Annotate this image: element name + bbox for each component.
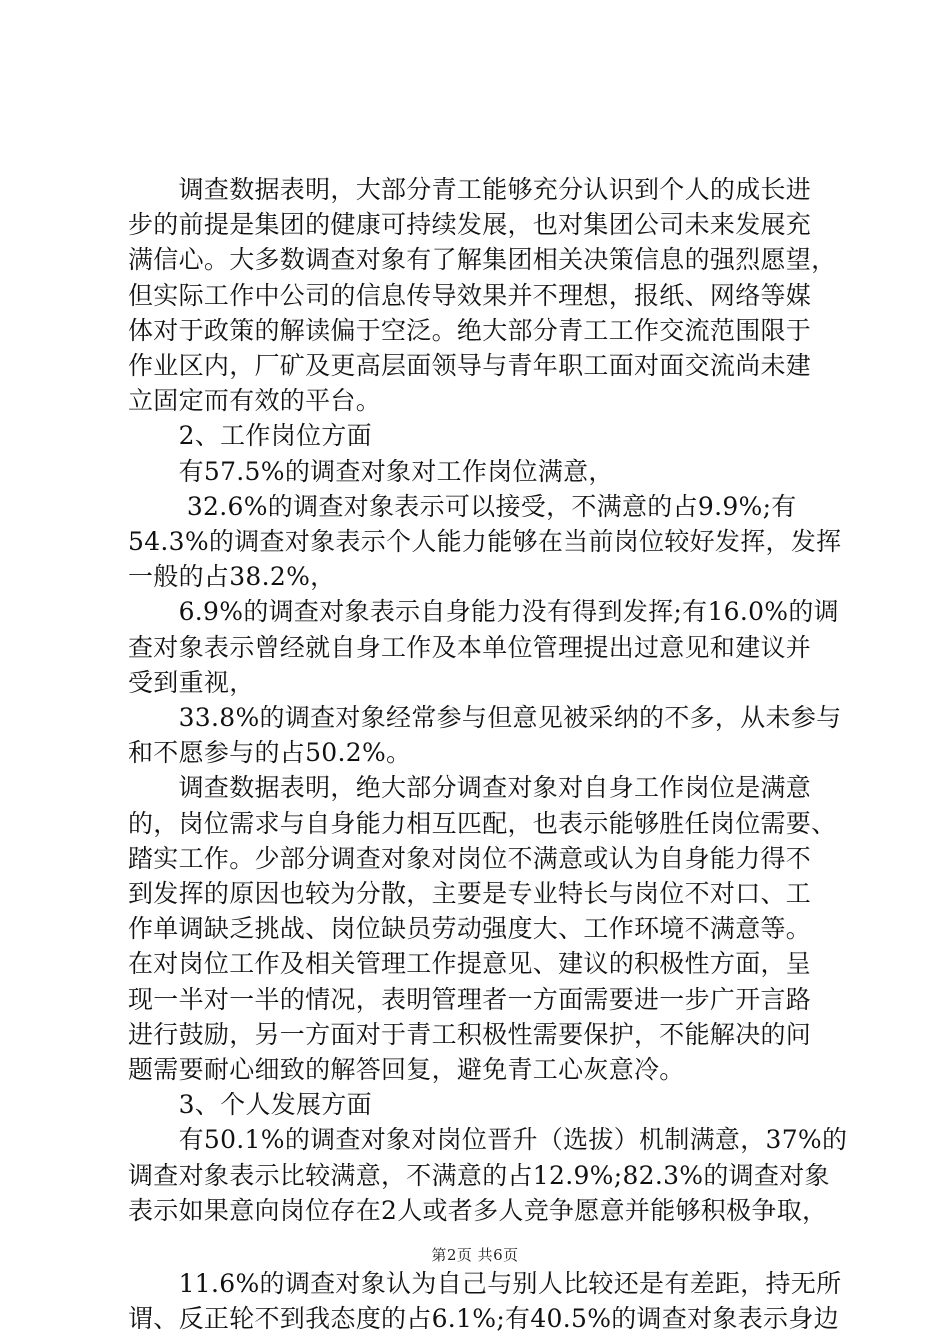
text-line: 查对象表示曾经就自身工作及本单位管理提出过意见和建议并 bbox=[128, 632, 812, 662]
text-line: 33.8%的调查对象经常参与但意见被采纳的不多，从未参与 bbox=[128, 703, 842, 733]
text-line: 调查数据表明，大部分青工能够充分认识到个人的成长进 bbox=[128, 175, 812, 204]
paragraph-promotion bbox=[128, 1122, 848, 1228]
section-heading-personal-development bbox=[128, 1087, 838, 1122]
paragraph-participation bbox=[128, 700, 842, 770]
paragraph-job-satisfaction bbox=[128, 454, 838, 489]
text-line: 进行鼓励，另一方面对于青工积极性需要保护，不能解决的问 bbox=[128, 1019, 812, 1049]
heading-text: 3、个人发展方面 bbox=[128, 1090, 372, 1120]
paragraph-acceptance bbox=[128, 489, 842, 595]
text-line: 和不愿参与的占50.2%。 bbox=[128, 738, 412, 768]
text-line: 32.6%的调查对象表示可以接受，不满意的占9.9%;有 bbox=[128, 491, 797, 521]
document-body bbox=[128, 172, 848, 1337]
text-line: 体对于政策的解读偏于空泛。绝大部分青工工作交流范围限于 bbox=[128, 315, 812, 345]
text-line: 54.3%的调查对象表示个人能力能够在当前岗位较好发挥，发挥 bbox=[128, 527, 842, 557]
text-line: 11.6%的调查对象认为自己与别人比较还是有差距，持无所 bbox=[128, 1269, 842, 1299]
text-line: 踏实工作。少部分调查对象对岗位不满意或认为自身能力得不 bbox=[128, 843, 812, 873]
paragraph-summary-1 bbox=[128, 172, 838, 418]
text-line: 表示如果意向岗位存在2人或者多人竞争愿意并能够积极争取， bbox=[128, 1195, 828, 1225]
text-line: 步的前提是集团的健康可持续发展，也对集团公司未来发展充 bbox=[128, 210, 812, 240]
heading-text: 2、工作岗位方面 bbox=[128, 421, 372, 451]
text-line: 调查数据表明，绝大部分调查对象对自身工作岗位是满意 bbox=[128, 773, 812, 803]
page-number-footer: 第2页 共6页 bbox=[431, 1246, 519, 1264]
text-line: 到发挥的原因也较为分散，主要是专业特长与岗位不对口、工 bbox=[128, 879, 812, 909]
text-line: 有50.1%的调查对象对岗位晋升（选拔）机制满意，37%的 bbox=[128, 1125, 848, 1155]
text-line: 的，岗位需求与自身能力相互匹配，也表示能够胜任岗位需要、 bbox=[128, 808, 837, 838]
text-line: 作单调缺乏挑战、岗位缺员劳动强度大、工作环境不满意等。 bbox=[128, 914, 812, 944]
text-line: 立固定而有效的平台。 bbox=[128, 386, 382, 416]
paragraph-ability bbox=[128, 594, 838, 700]
text-line: 题需要耐心细致的解答回复，避免青工心灰意冷。 bbox=[128, 1055, 685, 1085]
paragraph-gap-awareness bbox=[128, 1266, 842, 1336]
text-line: 一般的占38.2%， bbox=[128, 562, 336, 592]
text-line: 谓、反正轮不到我态度的占6.1%;有40.5%的调查对象表示身边 bbox=[128, 1304, 839, 1334]
text-line: 现一半对一半的情况，表明管理者一方面需要进一步广开言路 bbox=[128, 984, 812, 1014]
text-line: 满信心。大多数调查对象有了解集团相关决策信息的强烈愿望， bbox=[128, 245, 837, 275]
section-heading-job-position bbox=[128, 418, 838, 453]
text-line: 调查对象表示比较满意，不满意的占12.9%;82.3%的调查对象 bbox=[128, 1160, 830, 1190]
text-line: 受到重视， bbox=[128, 667, 255, 697]
text-line: 6.9%的调查对象表示自身能力没有得到发挥;有16.0%的调 bbox=[128, 597, 839, 627]
text-line: 在对岗位工作及相关管理工作提意见、建议的积极性方面，呈 bbox=[128, 949, 812, 979]
text-line: 作业区内，厂矿及更高层面领导与青年职工面对面交流尚未建 bbox=[128, 351, 812, 381]
text-line: 有57.5%的调查对象对工作岗位满意， bbox=[128, 456, 614, 486]
text-line: 但实际工作中公司的信息传导效果并不理想，报纸、网络等媒 bbox=[128, 280, 812, 310]
paragraph-summary-2 bbox=[128, 770, 838, 1087]
